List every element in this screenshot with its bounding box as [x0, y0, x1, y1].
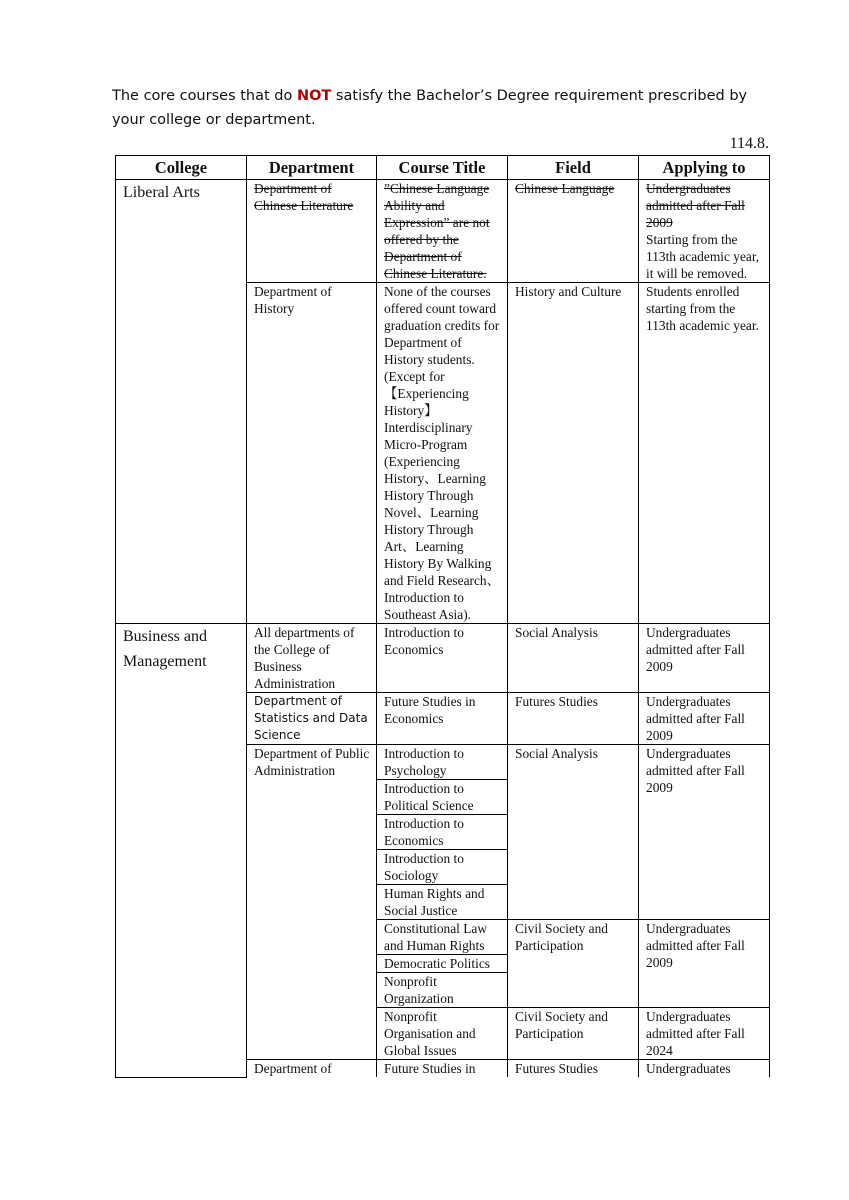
department-cell: Department of History	[247, 283, 377, 624]
course-cell: None of the courses offered count toward graduation credits for Department of History students. (Except for 【Experiencing History】 Interdisciplinary Micro-Program (Experiencing History、Learning History Through Novel、Learning History Through Art、Learning History By Walking and Field Research、Introduction to Southeast Asia).	[377, 283, 508, 624]
intro-emphasis: NOT	[296, 88, 332, 104]
course-cell: Constitutional Law and Human Rights	[377, 920, 508, 955]
course-cell: Human Rights and Social Justice	[377, 885, 508, 920]
intro-text	[112, 84, 772, 132]
applying-cell: Undergraduates admitted after Fall 2009	[639, 624, 770, 693]
applying-cell: Undergraduates	[639, 1060, 770, 1078]
applying-cell: Undergraduates admitted after Fall 2024	[639, 1008, 770, 1060]
department-cell: Department of Chinese Literature	[247, 180, 377, 283]
document-code: 114.8.	[729, 135, 769, 152]
applying-cell: Undergraduates admitted after Fall 2009	[639, 920, 770, 1008]
header-college: College	[116, 156, 247, 180]
intro-after: satisfy the Bachelor’s Degree requirement prescribed by your college or department.	[112, 88, 748, 128]
department-cell: Department of Statistics and Data Science	[247, 693, 377, 745]
field-cell: Civil Society and Participation	[508, 1008, 639, 1060]
course-cell: Nonprofit Organisation and Global Issues	[377, 1008, 508, 1060]
field-cell: Futures Studies	[508, 1060, 639, 1078]
college-cell: Liberal Arts	[116, 180, 247, 624]
course-cell: Introduction to Economics	[377, 815, 508, 850]
department-cell: Department of	[247, 1060, 377, 1078]
course-cell: Introduction to Economics	[377, 624, 508, 693]
course-cell: Nonprofit Organization	[377, 973, 508, 1008]
applying-cell: Undergraduates admitted after Fall 2009	[639, 745, 770, 920]
core-courses-table	[115, 155, 770, 1078]
course-cell: Introduction to Psychology	[377, 745, 508, 780]
field-cell: History and Culture	[508, 283, 639, 624]
department-cell: All departments of the College of Business Administration	[247, 624, 377, 693]
course-cell: Future Studies in	[377, 1060, 508, 1078]
field-cell: Social Analysis	[508, 624, 639, 693]
course-cell: ”Chinese Language Ability and Expression” are not offered by the Department of Chinese Literature.	[377, 180, 508, 283]
intro-before: The core courses that do	[112, 88, 297, 104]
header-row	[116, 156, 770, 180]
table-row	[116, 180, 770, 283]
course-cell: Introduction to Sociology	[377, 850, 508, 885]
course-cell: Future Studies in Economics	[377, 693, 508, 745]
struck-applying-text: Undergraduates admitted after Fall 2009	[646, 181, 745, 230]
field-cell: Chinese Language	[508, 180, 639, 283]
header-course-title: Course Title	[377, 156, 508, 180]
applying-cell: Undergraduates admitted after Fall 2009	[639, 693, 770, 745]
header-field: Field	[508, 156, 639, 180]
header-department: Department	[247, 156, 377, 180]
department-cell: Department of Public Administration	[247, 745, 377, 1060]
course-cell: Introduction to Political Science	[377, 780, 508, 815]
field-cell: Futures Studies	[508, 693, 639, 745]
field-cell: Social Analysis	[508, 745, 639, 920]
applying-cell: Students enrolled starting from the 113th academic year.	[639, 283, 770, 624]
applying-cell	[639, 180, 770, 283]
header-applying-to: Applying to	[639, 156, 770, 180]
table-row	[116, 624, 770, 693]
course-cell: Democratic Politics	[377, 955, 508, 973]
field-cell: Civil Society and Participation	[508, 920, 639, 1008]
college-cell: Business and Management	[116, 624, 247, 1078]
removal-note: Starting from the 113th academic year, it will be removed.	[646, 232, 760, 281]
